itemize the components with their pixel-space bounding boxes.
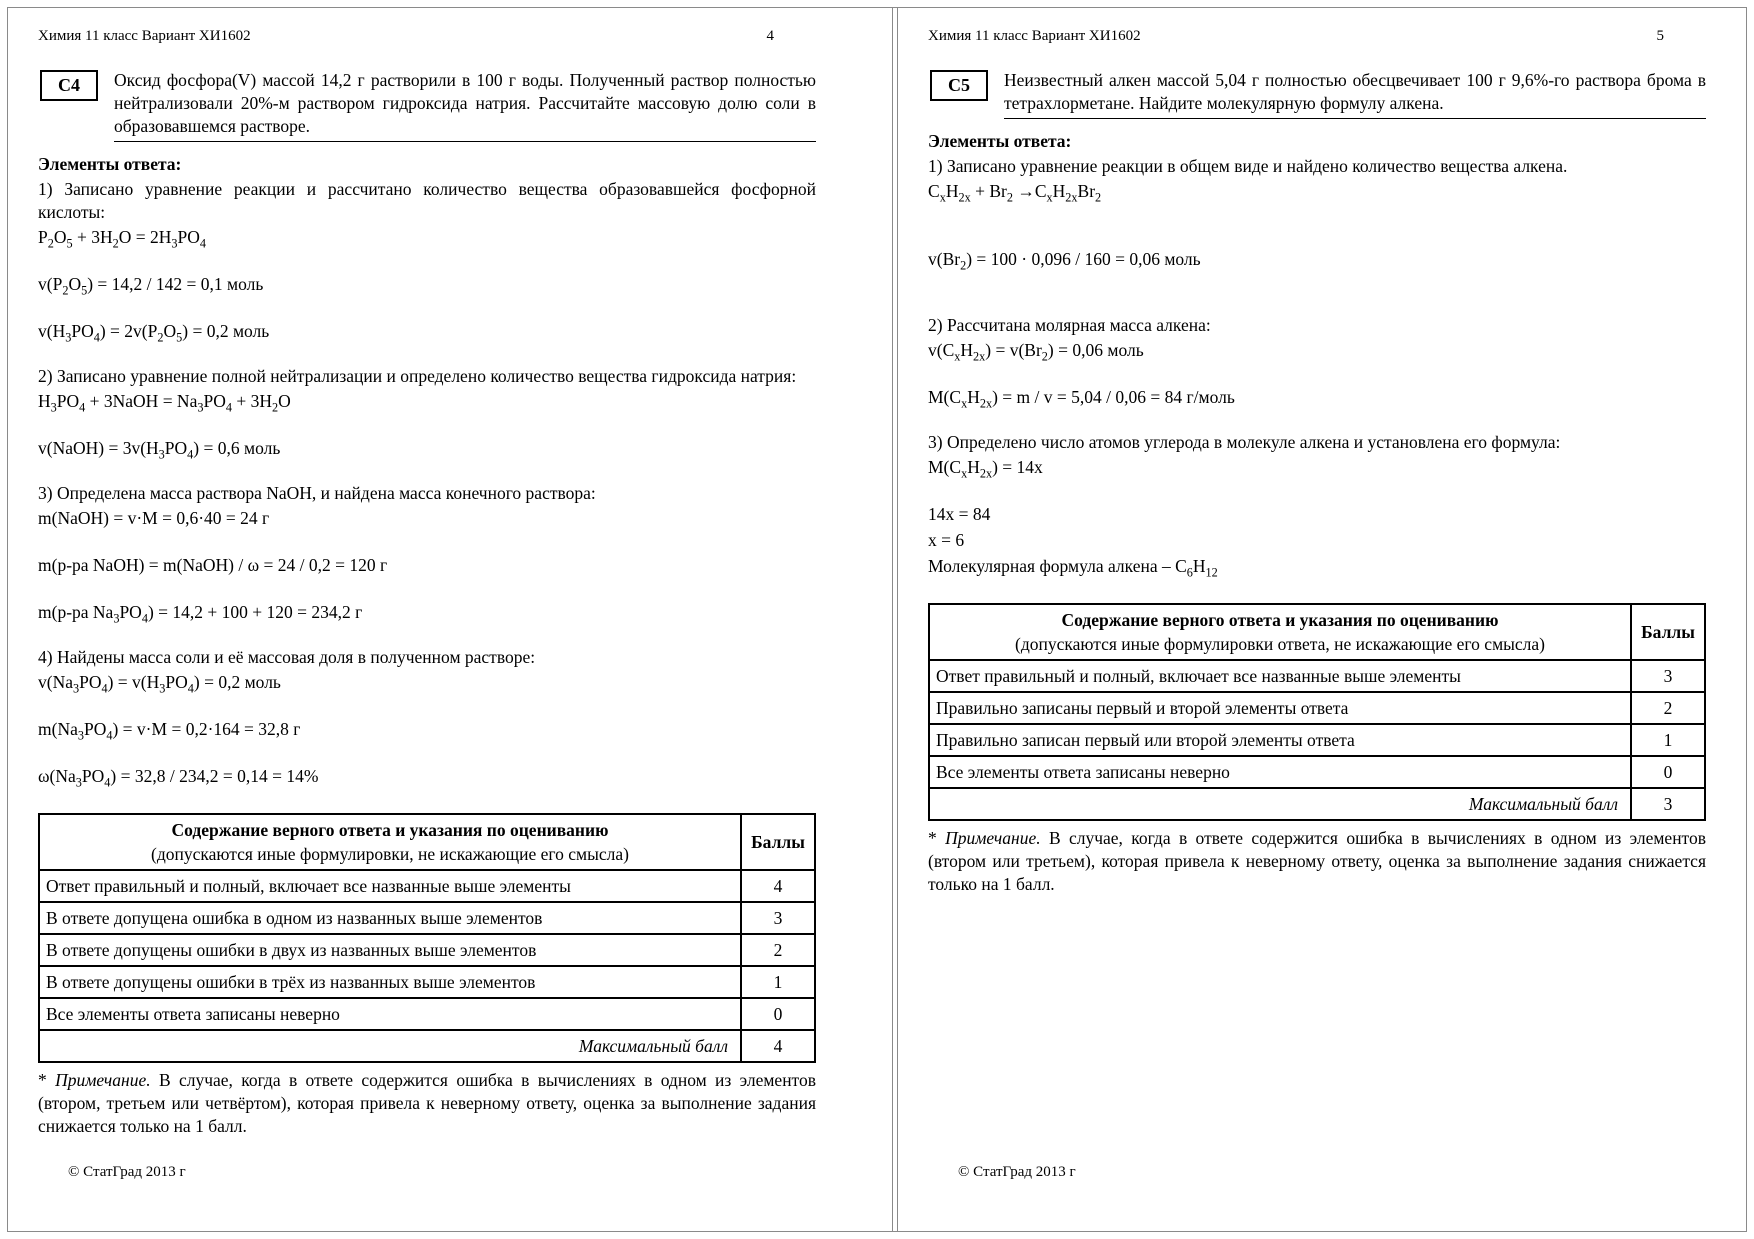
criteria-points: 4 <box>741 870 815 902</box>
max-score-label: Максимальный балл <box>929 788 1631 820</box>
table-header-cell <box>929 604 1631 660</box>
note <box>38 1069 816 1138</box>
solution-block <box>38 178 816 789</box>
table-header-sub: (допускаются иные формулировки, не искажающие его смысла) <box>151 844 629 864</box>
max-score-value: 3 <box>1631 788 1705 820</box>
solution-paragraph: 4) Найдены масса соли и её массовая доля в полученном растворе: <box>38 647 536 667</box>
solution-paragraph: 1) Записано уравнение реакции в общем виде и найдено количество вещества алкена. <box>928 156 1568 176</box>
page-number: 4 <box>766 28 774 44</box>
criteria-points: 2 <box>741 934 815 966</box>
solution-equation: $v(C_xH_{2x}) = v(Br_2) = 0,06$ моль <box>928 340 1144 364</box>
solution-paragraph: 2) Записано уравнение полной нейтрализации и определено количество вещества гидроксида натрия: <box>38 366 797 386</box>
criteria-text: Ответ правильный и полный, включает все названные выше элементы <box>929 660 1631 692</box>
solution-equation: $m(Na_3PO_4) = v\cdot M = 0,2\cdot 164 = 32,8$ г <box>38 719 301 743</box>
spacer <box>928 225 1706 246</box>
page-5 <box>898 8 1746 1231</box>
table-header-cell <box>39 814 741 870</box>
criteria-text: В ответе допущена ошибка в одном из названных выше элементов <box>39 902 741 934</box>
note-star: * <box>928 828 946 848</box>
solution-equation: $\omega(Na_3PO_4) = 32,8 / 234,2 = 0,14 = 14\%$ <box>38 766 319 790</box>
solution-equation: m(NaOH) = v·M = 0,6·40 = 24 г <box>38 508 270 528</box>
spacer <box>928 272 1706 293</box>
spacer <box>928 204 1706 225</box>
table-header-row <box>929 604 1705 660</box>
table-header-main: Содержание верного ответа и указания по оцениванию <box>171 820 609 840</box>
note <box>928 827 1706 896</box>
task-text: Оксид фосфора(V) массой 14,2 г растворили в 100 г воды. Полученный раствор полностью нейтрализовали 20%-м раствором гидроксида натрия. Рассчитайте массовую долю соли в образовавшемся растворе. <box>114 69 816 142</box>
criteria-text: В ответе допущены ошибки в трёх из названных выше элементов <box>39 966 741 998</box>
criteria-row <box>39 934 815 966</box>
max-score-row <box>929 788 1705 820</box>
spacer <box>38 461 816 482</box>
max-score-label: Максимальный балл <box>39 1030 741 1062</box>
spacer <box>928 480 1706 501</box>
criteria-row <box>39 966 815 998</box>
scoring-table <box>38 813 816 1063</box>
solution-block <box>928 155 1706 579</box>
solution-equation: $P_2O_5 + 3H_2O = 2H_3PO_4$ <box>38 227 207 251</box>
spacer <box>38 250 816 271</box>
criteria-row <box>929 724 1705 756</box>
spacer <box>928 363 1706 384</box>
answer-heading: Элементы ответа: <box>38 154 182 174</box>
spacer <box>38 695 816 716</box>
criteria-row <box>929 692 1705 724</box>
criteria-row <box>929 756 1705 788</box>
solution-equation: m(р-ра NaOH) = m(NaOH) / ω = 24 / 0,2 = 120 г <box>38 555 388 575</box>
solution-equation: m(р-ра $Na_3PO_4) = 14,2 + 100 + 120 = 234,2$ г <box>38 602 363 626</box>
scoring-table <box>928 603 1706 821</box>
points-header: Баллы <box>1631 604 1705 660</box>
task-label: С5 <box>930 70 988 101</box>
solution-equation: v(NaOH) = $3v(H_3PO_4) = 0,6$ моль <box>38 438 281 462</box>
criteria-text: Правильно записан первый или второй элементы ответа <box>929 724 1631 756</box>
criteria-text: Все элементы ответа записаны неверно <box>39 998 741 1030</box>
page-header <box>928 28 1706 45</box>
solution-equation: x = 6 <box>928 530 965 550</box>
spacer <box>38 742 816 763</box>
table-header-sub: (допускаются иные формулировки ответа, не искажающие его смысла) <box>1015 634 1545 654</box>
criteria-text: Ответ правильный и полный, включает все названные выше элементы <box>39 870 741 902</box>
solution-equation: $M(C_xH_{2x}) = 14x$ <box>928 457 1043 481</box>
criteria-text: Правильно записаны первый и второй элементы ответа <box>929 692 1631 724</box>
note-label: Примечание. <box>55 1070 151 1090</box>
footer-copyright: © СтатГрад 2013 г <box>68 1164 186 1180</box>
criteria-points: 3 <box>741 902 815 934</box>
footer-copyright: © СтатГрад 2013 г <box>958 1164 1076 1180</box>
task-box <box>38 69 816 142</box>
solution-equation: $v(Na_3PO_4) = v(H_3PO_4) = 0,2$ моль <box>38 672 281 696</box>
note-text: В случае, когда в ответе содержится ошибка в вычислениях в одном из элементов (втором, третьем или четвёртом), которая привела к неверному ответу, оценка за выполнение задания снижается только на 1 балл. <box>38 1070 816 1136</box>
points-header: Баллы <box>741 814 815 870</box>
spacer <box>38 625 816 646</box>
solution-equation: $v(P_2O_5) = 14,2 / 142 = 0,1$ моль <box>38 274 264 298</box>
solution-paragraph: 3) Определено число атомов углерода в молекуле алкена и установлена его формула: <box>928 432 1561 452</box>
table-header-row <box>39 814 815 870</box>
spacer <box>38 297 816 318</box>
max-score-value: 4 <box>741 1030 815 1062</box>
solution-equation: Молекулярная формула алкена – $C_6H_{12}$ <box>928 556 1218 580</box>
spacer <box>38 531 816 552</box>
spacer <box>38 414 816 435</box>
max-score-row <box>39 1030 815 1062</box>
page-4 <box>8 8 892 1231</box>
solution-equation: $v(Br_2) = 100 \cdot 0,096 / 160 = 0,06$ моль <box>928 249 1201 273</box>
page-header <box>38 28 816 45</box>
doc-title: Химия 11 класс Вариант ХИ1602 <box>928 28 1141 44</box>
criteria-row <box>929 660 1705 692</box>
task-text: Неизвестный алкен массой 5,04 г полностью обесцвечивает 100 г 9,6%-го раствора брома в тетрахлорметане. Найдите молекулярную формулу алкена. <box>1004 69 1706 119</box>
note-label: Примечание. <box>945 828 1041 848</box>
criteria-points: 0 <box>1631 756 1705 788</box>
note-text: В случае, когда в ответе содержится ошибка в вычислениях в одном из элементов (втором или третьем), которая привела к неверному ответу, оценка за выполнение задания снижается только на 1 балл. <box>928 828 1706 894</box>
criteria-points: 2 <box>1631 692 1705 724</box>
spacer <box>928 410 1706 431</box>
task-label: С4 <box>40 70 98 101</box>
criteria-points: 1 <box>1631 724 1705 756</box>
criteria-text: Все элементы ответа записаны неверно <box>929 756 1631 788</box>
criteria-row <box>39 870 815 902</box>
solution-paragraph: 1) Записано уравнение реакции и рассчитано количество вещества образовавшейся фосфорной кислоты: <box>38 179 816 222</box>
solution-equation: $H_3PO_4$ + 3NaOH = $Na_3PO_4 + 3H_2O$ <box>38 391 291 415</box>
solution-equation: $C_xH_{2x} + Br_2 \to C_xH_{2x}Br_2$ <box>928 181 1102 205</box>
doc-title: Химия 11 класс Вариант ХИ1602 <box>38 28 251 44</box>
criteria-points: 0 <box>741 998 815 1030</box>
solution-equation: $v(H_3PO_4) = 2v(P_2O_5) = 0,2$ моль <box>38 321 270 345</box>
spacer <box>38 578 816 599</box>
task-box <box>928 69 1706 119</box>
criteria-row <box>39 998 815 1030</box>
spacer <box>928 293 1706 314</box>
answer-heading: Элементы ответа: <box>928 131 1072 151</box>
note-star: * <box>38 1070 56 1090</box>
solution-equation: $M(C_xH_{2x}) = m / v = 5,04 / 0,06 = 84$ г/моль <box>928 387 1235 411</box>
criteria-row <box>39 902 815 934</box>
page-number: 5 <box>1656 28 1664 44</box>
pages-frame <box>7 7 1747 1232</box>
criteria-points: 1 <box>741 966 815 998</box>
solution-paragraph: 2) Рассчитана молярная масса алкена: <box>928 315 1211 335</box>
solution-equation: 14x = 84 <box>928 504 991 524</box>
table-header-main: Содержание верного ответа и указания по оцениванию <box>1061 610 1499 630</box>
criteria-text: В ответе допущены ошибки в двух из названных выше элементов <box>39 934 741 966</box>
criteria-points: 3 <box>1631 660 1705 692</box>
spacer <box>38 344 816 365</box>
solution-paragraph: 3) Определена масса раствора NaOH, и найдена масса конечного раствора: <box>38 483 596 503</box>
